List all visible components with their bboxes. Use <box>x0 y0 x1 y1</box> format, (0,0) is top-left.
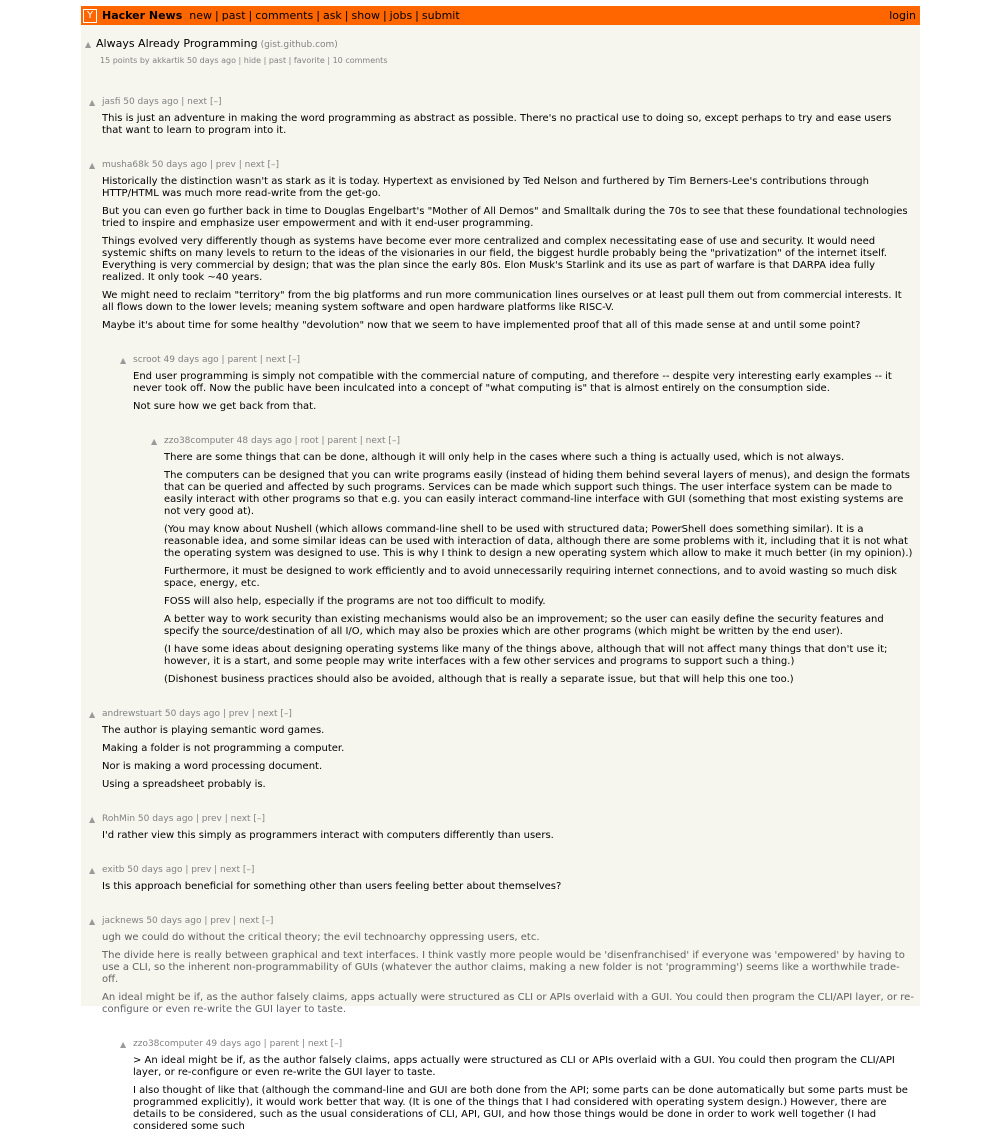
comment-body <box>133 354 914 419</box>
comment <box>89 354 914 419</box>
story-title-row <box>85 37 920 50</box>
site-name-link[interactable]: Hacker News <box>102 9 183 22</box>
nav-comments-link[interactable]: comments <box>255 9 314 22</box>
comment-paragraph: The computers can be designed that you can write programs easily (instead of hiding them behind several layers of menus), and design the formats that can be queried and affected by such programs. Services can be made which support such things. The user interface system can be made to easily interact with other programs so that e.g. you can easily interact command-line interface with GUI (something that most existing systems are not very good at). <box>164 470 910 517</box>
top-bar <box>81 6 920 25</box>
comment <box>89 915 914 1022</box>
comment-paragraph: Historically the distinction wasn't as stark as it is today. Hypertext as envisioned by Ted Nelson and furthered by Tim Berners-Lee's contributions through HTTP/HTML was much more read-write from the get-go. <box>102 176 869 199</box>
comment-paragraph: I'd rather view this simply as programmers interact with computers differently than users. <box>102 830 554 841</box>
comment-paragraph: This is just an adventure in making the word programming as abstract as possible. There's no practical use to doing so, except perhaps to try and ease users that want to learn to program into it. <box>102 113 892 136</box>
comment-paragraph: A better way to work security than existing mechanisms would also be an improvement; so the user can easily define the security features and specify the source/destination of all I/O, which may also be proxies which are other programs (which might be written by the end user). <box>164 614 884 637</box>
comment-body <box>102 159 914 338</box>
comment-text <box>102 881 914 893</box>
comment-text <box>102 830 914 842</box>
comment-paragraph: Furthermore, it must be designed to work efficiently and to avoid unnecessarily requiring internet connections, and to avoid wasting so much disk space, energy, etc. <box>164 566 897 589</box>
comment-body <box>133 1038 914 1139</box>
upvote-arrow-icon[interactable]: ▲ <box>89 866 96 875</box>
comment-paragraph: I also thought of like that (although the command-line and GUI are both done from the API; some parts can be done automatically but some parts must be programmed explicitly), it would work better that way. (It is one of the things that I had considered with operating system design.) However, there are details to be considered, such as the usual considerations of CLI, API, GUI, and how those things would be done in order to work well together (I had considered some such <box>133 1085 908 1132</box>
comment-paragraph: But you can even go further back in time to Douglas Engelbart's "Mother of All Demos" and Smalltalk during the 70s to see that these foundational technologies tried to inspire and emphasize user empowerment and with it end-user programming. <box>102 206 908 229</box>
comment-head[interactable]: RohMin 50 days ago | prev | next [–] <box>102 814 265 824</box>
upvote-arrow-icon[interactable]: ▲ <box>120 1040 127 1049</box>
comment-head[interactable]: zzo38computer 49 days ago | parent | next [–] <box>133 1039 343 1049</box>
nav-separator: | <box>316 9 320 22</box>
comment <box>89 435 914 692</box>
comment-body <box>102 864 914 899</box>
upvote-arrow-icon[interactable]: ▲ <box>89 98 96 107</box>
nav-separator: | <box>248 9 253 22</box>
comment-paragraph: Using a spreadsheet probably is. <box>102 779 266 790</box>
nav-new-link[interactable]: new <box>189 9 213 22</box>
comment <box>89 1038 914 1139</box>
nav-separator: | <box>382 9 387 22</box>
upvote-arrow-icon[interactable]: ▲ <box>151 437 158 446</box>
comment-text <box>102 725 914 791</box>
nav-separator: | <box>415 9 419 22</box>
comment-paragraph: There are some things that can be done, although it will only help in the cases where such a thing is actually used, which is not always. <box>164 452 845 463</box>
comment-head[interactable]: andrewstuart 50 days ago | prev | next [–] <box>102 709 292 719</box>
comment-paragraph: (Dishonest business practices should also be avoided, although that is really a separate issue, but that will help this one too.) <box>164 674 794 685</box>
upvote-arrow-icon[interactable]: ▲ <box>85 40 92 49</box>
comment-text <box>133 1055 914 1133</box>
comment-paragraph: Not sure how we get back from that. <box>133 401 317 412</box>
nav-submit-link[interactable]: submit <box>421 9 460 22</box>
top-nav <box>189 9 459 22</box>
comment-text <box>102 176 914 332</box>
upvote-arrow-icon[interactable]: ▲ <box>89 815 96 824</box>
comment-body <box>102 915 914 1022</box>
comment-text <box>102 113 914 137</box>
nav-jobs-link[interactable]: jobs <box>389 9 413 22</box>
comment-body <box>102 96 914 143</box>
story-subtext[interactable]: 15 points by akkartik 50 days ago | hide | past | favorite | 10 comments <box>100 56 388 65</box>
hn-page <box>81 6 920 1132</box>
comment-head[interactable]: jacknews 50 days ago | prev | next [–] <box>102 916 274 926</box>
comment-paragraph: Nor is making a word processing document. <box>102 761 323 772</box>
comment <box>89 96 914 143</box>
comment-head[interactable]: scroot 49 days ago | parent | next [–] <box>133 355 301 365</box>
comment-text <box>133 371 914 413</box>
comment-body <box>102 708 914 797</box>
comment-paragraph: The author is playing semantic word games. <box>102 725 325 736</box>
comment-head[interactable]: musha68k 50 days ago | prev | next [–] <box>102 160 279 170</box>
nav-ask-link[interactable]: ask <box>322 9 342 22</box>
comment-paragraph: We might need to reclaim "territory" from the big platforms and run more communication lines ourselves or at least pull them out from commercial interests. It all flows down to the lower levels; meaning system software and open hardware platforms like RISC-V. <box>102 290 902 313</box>
comment-paragraph: Is this approach beneficial for something other than users feeling better about themselves? <box>102 881 562 892</box>
comment-paragraph: Making a folder is not programming a computer. <box>102 743 345 754</box>
comment-head[interactable]: zzo38computer 48 days ago | root | parent | next [–] <box>164 436 400 446</box>
comment-paragraph: (You may know about Nushell (which allows command-line shell to be used with structured data; PowerShell does something similar). It is a reasonable idea, and some similar ideas can be used with interaction of data, although there are some problems with it, including that it is not what the operating system was designed to use. This is why I think to design a new operating system which allow to make it much better (in my opinion).) <box>164 524 913 559</box>
story-title-link[interactable]: Always Already Programming <box>96 37 258 50</box>
comment-head[interactable]: exitb 50 days ago | prev | next [–] <box>102 865 255 875</box>
comment-text <box>102 932 914 1016</box>
comment-paragraph: The divide here is really between graphical and text interfaces. I think vastly more people would be 'disenfranchised' if everyone was 'empowered' by having to use a CLI, so the inherent non-programmability of GUIs (whatever the author claims, making a new folder is not 'programming') seems like a worthwhile trade-off. <box>102 950 905 985</box>
nav-show-link[interactable]: show <box>351 9 380 22</box>
comment-text <box>164 452 914 686</box>
comment-paragraph: (I have some ideas about designing operating systems like many of the things above, although that will not affect many things that don't use it; however, it is a start, and some people may write interfaces with a few other services and programs to support such a thing.) <box>164 644 888 667</box>
y-logo-icon[interactable]: Y <box>83 9 97 23</box>
upvote-arrow-icon[interactable]: ▲ <box>89 161 96 170</box>
comment-paragraph: > An ideal might be if, as the author falsely claims, apps actually were structured as CLI or APIs overlaid with a GUI. You could then program the CLI/API layer, or re-configure or even re-write the GUI layer to taste. <box>133 1055 895 1078</box>
story <box>81 25 920 65</box>
comment <box>89 708 914 797</box>
comment-paragraph: End user programming is simply not compatible with the commercial nature of computing, and therefore -- despite very interesting early examples -- it never took off. Now the public have been inculcated into a concept of "what computing is" that is almost entirely on the consumption side. <box>133 371 892 394</box>
upvote-arrow-icon[interactable]: ▲ <box>89 917 96 926</box>
comment-body <box>102 813 914 848</box>
comment <box>89 813 914 848</box>
comment-paragraph: ugh we could do without the critical theory; the evil technoarchy oppressing users, etc. <box>102 932 540 943</box>
comment-paragraph: Things evolved very differently though as systems have become ever more centralized and complex necessitating ease of use and security. It would need systemic shifts on many levels to return to the ideas of the visionaries in our field, the biggest hurdle probably being the "privatization" of the internet itself. Everything is very commercial by design; that was the plan since the early 80s. Elon Musk's Starlink and its use as part of warfare is that DARPA idea fully realized. It only took ~40 years. <box>102 236 887 283</box>
story-site-link[interactable]: (gist.github.com) <box>260 40 338 50</box>
login-link[interactable]: login <box>889 9 916 22</box>
upvote-arrow-icon[interactable]: ▲ <box>89 710 96 719</box>
comment-tree <box>81 96 920 1139</box>
comment <box>89 159 914 338</box>
nav-separator: | <box>344 9 349 22</box>
comment-paragraph: Maybe it's about time for some healthy "devolution" now that we seem to have implemented proof that all of this made sense at and until some point? <box>102 320 861 331</box>
comment <box>89 864 914 899</box>
comment-body <box>164 435 914 692</box>
comment-paragraph: FOSS will also help, especially if the programs are not too difficult to modify. <box>164 596 546 607</box>
upvote-arrow-icon[interactable]: ▲ <box>120 356 127 365</box>
comment-paragraph: An ideal might be if, as the author falsely claims, apps actually were structured as CLI or APIs overlaid with a GUI. You could then program the CLI/API layer, or re-configure or even re-write the GUI layer to taste. <box>102 992 914 1015</box>
nav-past-link[interactable]: past <box>221 9 246 22</box>
comment-head[interactable]: jasfi 50 days ago | next [–] <box>102 97 222 107</box>
nav-separator: | <box>215 9 219 22</box>
